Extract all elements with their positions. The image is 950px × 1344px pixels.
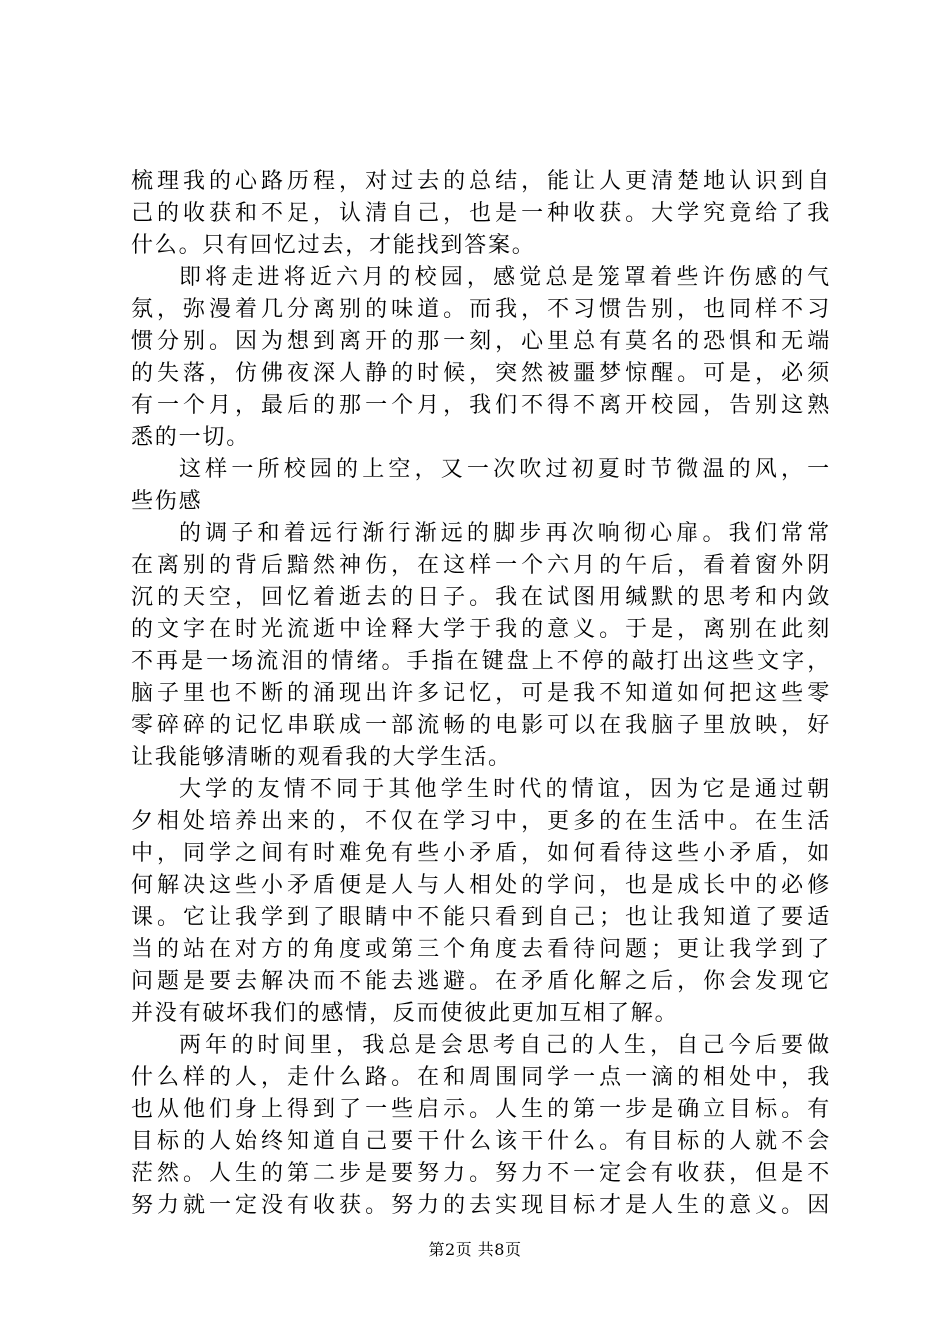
text-line: 惯分别。因为想到离开的那一刻，心里总有莫名的恐惧和无端 xyxy=(131,329,831,354)
text-line: 不再是一场流泪的情绪。手指在键盘上不停的敲打出这些文字， xyxy=(131,649,831,674)
page-footer: 第2页 共8页 xyxy=(428,1240,522,1259)
text-line: 中，同学之间有时难免有些小矛盾，如何看待这些小矛盾，如 xyxy=(131,841,831,866)
text-line: 脑子里也不断的涌现出许多记忆，可是我不知道如何把这些零 xyxy=(131,681,831,706)
text-line: 的失落，仿佛夜深人静的时候，突然被噩梦惊醒。可是，必须 xyxy=(131,361,831,386)
text-line: 这样一所校园的上空，又一次吹过初夏时节微温的风，一 xyxy=(179,457,831,482)
text-line: 即将走进将近六月的校园，感觉总是笼罩着些许伤感的气 xyxy=(179,265,831,290)
text-line: 些伤感 xyxy=(131,489,203,514)
text-line: 并没有破坏我们的感情，反而使彼此更加互相了解。 xyxy=(131,1001,679,1026)
text-line: 在离别的背后黯然神伤，在这样一个六月的午后，看着窗外阴 xyxy=(131,553,831,578)
text-line: 茫然。人生的第二步是要努力。努力不一定会有收获，但是不 xyxy=(131,1161,831,1186)
text-line: 什么样的人，走什么路。在和周围同学一点一滴的相处中，我 xyxy=(131,1065,831,1090)
body-text xyxy=(131,166,831,1222)
text-line: 当的站在对方的角度或第三个角度去看待问题；更让我学到了 xyxy=(131,937,831,962)
text-line: 目标的人始终知道自己要干什么该干什么。有目标的人就不会 xyxy=(131,1129,831,1154)
text-line: 的调子和着远行渐行渐远的脚步再次响彻心扉。我们常常 xyxy=(179,521,831,546)
text-line: 努力就一定没有收获。努力的去实现目标才是人生的意义。因 xyxy=(131,1193,831,1218)
text-line: 沉的天空，回忆着逝去的日子。我在试图用缄默的思考和内敛 xyxy=(131,585,831,610)
text-line: 梳理我的心路历程，对过去的总结，能让人更清楚地认识到自 xyxy=(131,169,831,194)
text-line: 大学的友情不同于其他学生时代的情谊，因为它是通过朝 xyxy=(179,777,831,802)
text-line: 两年的时间里，我总是会思考自己的人生，自己今后要做 xyxy=(179,1033,831,1058)
text-line: 让我能够清晰的观看我的大学生活。 xyxy=(131,745,512,770)
text-line: 己的收获和不足，认清自己，也是一种收获。大学究竟给了我 xyxy=(131,201,831,226)
text-line: 也从他们身上得到了一些启示。人生的第一步是确立目标。有 xyxy=(131,1097,831,1122)
text-line: 有一个月，最后的那一个月，我们不得不离开校园，告别这熟 xyxy=(131,393,831,418)
text-line: 课。它让我学到了眼睛中不能只看到自己；也让我知道了要适 xyxy=(131,905,831,930)
text-line: 夕相处培养出来的，不仅在学习中，更多的在生活中。在生活 xyxy=(131,809,831,834)
text-line: 何解决这些小矛盾便是人与人相处的学问，也是成长中的必修 xyxy=(131,873,831,898)
text-line: 什么。只有回忆过去，才能找到答案。 xyxy=(131,233,536,258)
text-line: 氛，弥漫着几分离别的味道。而我，不习惯告别，也同样不习 xyxy=(131,297,831,322)
text-line: 悉的一切。 xyxy=(131,425,251,450)
text-line: 问题是要去解决而不能去逃避。在矛盾化解之后，你会发现它 xyxy=(131,969,831,994)
text-line: 零碎碎的记忆串联成一部流畅的电影可以在我脑子里放映，好 xyxy=(131,713,831,738)
text-line: 的文字在时光流逝中诠释大学于我的意义。于是，离别在此刻 xyxy=(131,617,831,642)
